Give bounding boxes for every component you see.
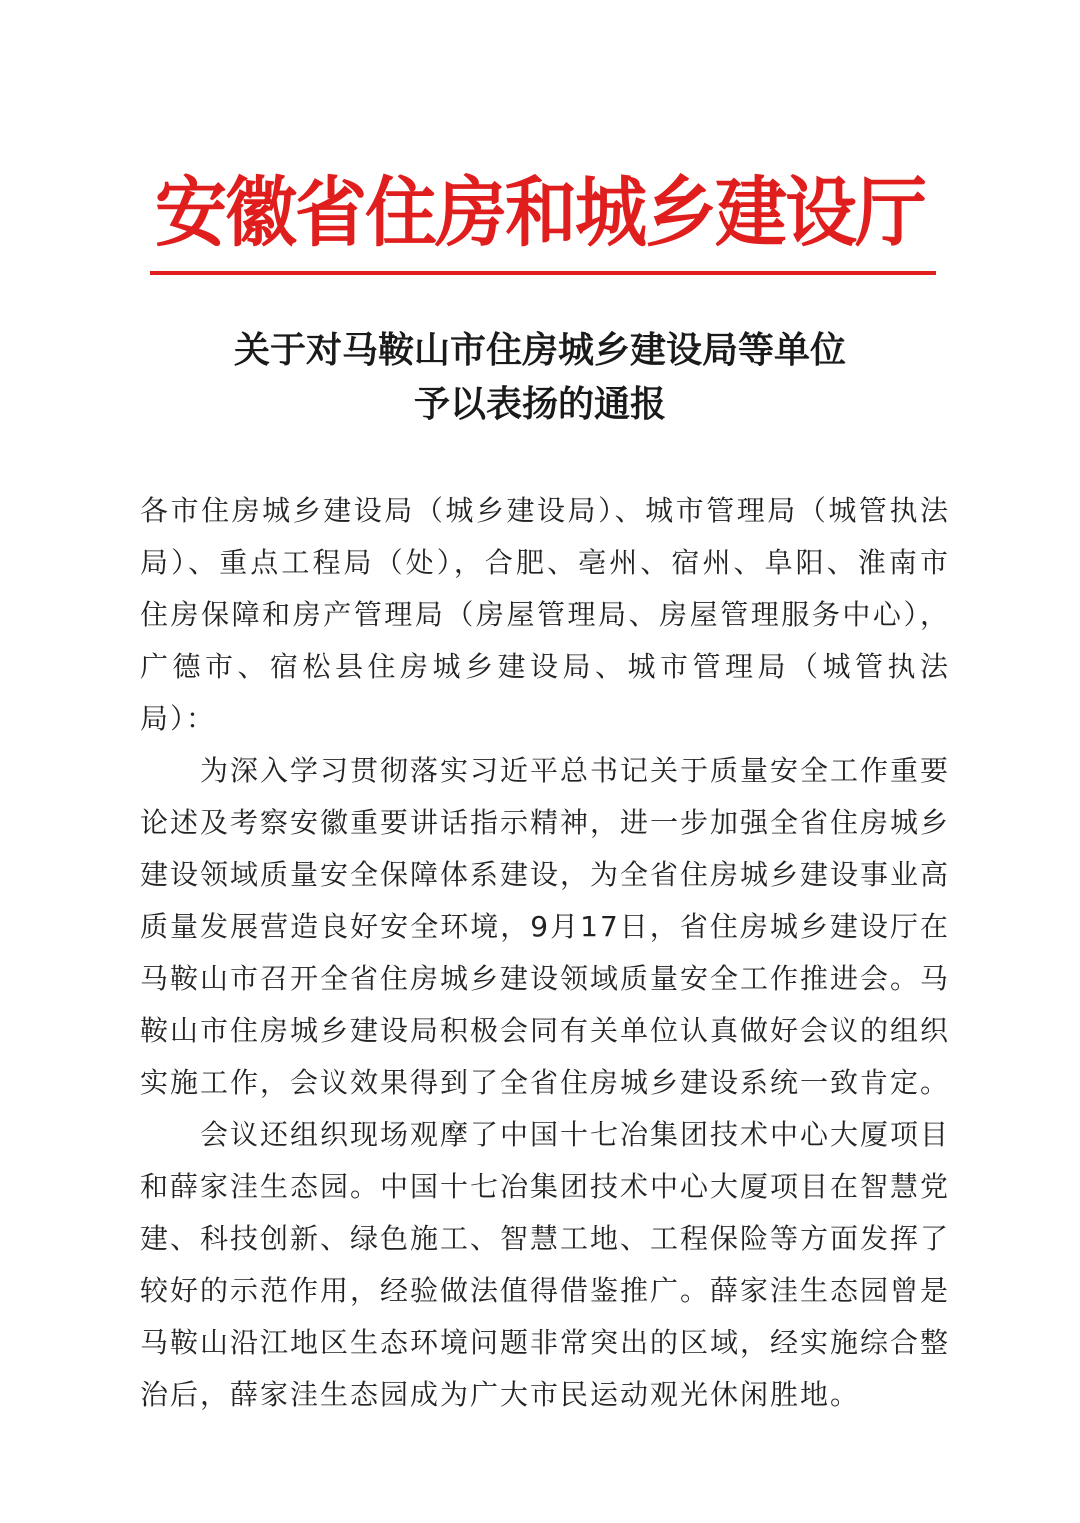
addressees-paragraph: 各市住房城乡建设局（城乡建设局）、城市管理局（城管执法局）、重点工程局（处），合肥、亳州、宿州、阜阳、淮南市住房保障和房产管理局（房屋管理局、房屋管理服务中心），广德市、宿松县住房城乡建设局、城市管理局（城管执法局）： (140, 494, 950, 735)
body-paragraph-1: 为深入学习贯彻落实习近平总书记关于质量安全工作重要论述及考察安徽重要讲话指示精神，进一步加强全省住房城乡建设领域质量安全保障体系建设，为全省住房城乡建设事业高质量发展营造良好安全环境，9月17日，省住房城乡建设厅在马鞍山市召开全省住房城乡建设领域质量安全工作推进会。马鞍山市住房城乡建设局积极会同有关单位认真做好会议的组织实施工作，会议效果得到了全省住房城乡建设系统一致肯定。 (140, 754, 951, 1099)
document-body (140, 485, 950, 1421)
title-line-1: 关于对马鞍山市住房城乡建设局等单位 (233, 329, 846, 371)
title-line-2: 予以表扬的通报 (413, 383, 666, 425)
letterhead-red-rule (150, 271, 936, 275)
body-paragraph-2: 会议还组织现场观摩了中国十七冶集团技术中心大厦项目和薛家洼生态园。中国十七冶集团技术中心大厦项目在智慧党建、科技创新、绿色施工、智慧工地、工程保险等方面发挥了较好的示范作用，经验做法值得借鉴推广。薛家洼生态园曾是马鞍山沿江地区生态环境问题非常突出的区域，经实施综合整治后，薛家洼生态园成为广大市民运动观光休闲胜地。 (140, 1118, 951, 1411)
document-title (100, 323, 980, 431)
letterhead-org-name: 安徽省住房和城乡建设厅 (154, 167, 925, 258)
